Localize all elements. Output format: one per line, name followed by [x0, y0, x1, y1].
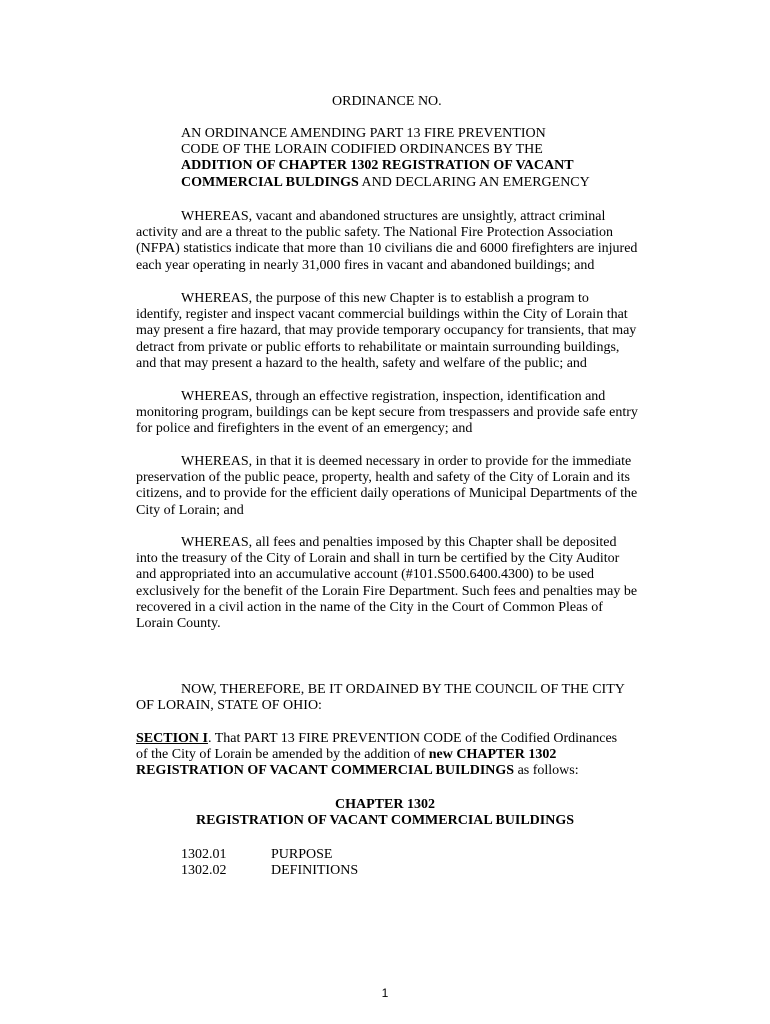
caption-bold-text: ADDITION OF CHAPTER 1302 REGISTRATION OF VACANT — [181, 158, 574, 174]
paragraph-line: WHEREAS, the purpose of this new Chapter is to establish a program to — [181, 291, 589, 306]
whereas-paragraph-2 — [136, 291, 636, 372]
paragraph-line: may present a fire hazard, that may provide temporary occupancy for transients, that may — [136, 323, 637, 339]
paragraph-line: and that may present a hazard to the health, safety and welfare of the public; and — [136, 355, 587, 371]
paragraph-line: into the treasury of the City of Lorain and shall in turn be certified by the City Auditor — [136, 551, 620, 567]
contents-label: DEFINITIONS — [271, 863, 359, 879]
section-text: That PART 13 FIRE PREVENTION CODE of the Codified Ordinances — [211, 731, 618, 746]
section-line — [136, 763, 636, 779]
contents-number: 1302.02 — [181, 863, 227, 879]
paragraph-line: exclusively for the benefit of the Lorain Fire Department. Such fees and penalties may be — [136, 583, 638, 599]
chapter-title: CHAPTER 1302 — [335, 797, 435, 812]
paragraph-line: citizens, and to provide for the efficient daily operations of Municipal Departments of the — [136, 486, 638, 502]
caption-line — [181, 175, 641, 191]
contents-row — [181, 863, 358, 879]
section-label: SECTION I — [136, 731, 208, 746]
whereas-paragraph-1 — [136, 209, 636, 274]
caption-line — [181, 158, 641, 174]
section-line — [136, 747, 636, 763]
therefore-paragraph — [136, 682, 636, 714]
section-line — [136, 731, 636, 747]
paragraph-line: City of Lorain; and — [136, 502, 244, 518]
caption-line: CODE OF THE LORAIN CODIFIED ORDINANCES BY THE — [181, 142, 543, 158]
chapter-subtitle: REGISTRATION OF VACANT COMMERCIAL BUILDINGS — [195, 813, 575, 828]
section-one — [136, 731, 636, 780]
paragraph-line: WHEREAS, all fees and penalties imposed by this Chapter shall be deposited — [181, 535, 617, 550]
caption-line: AN ORDINANCE AMENDING PART 13 FIRE PREVENTION — [181, 126, 546, 141]
caption-text: AND DECLARING AN EMERGENCY — [358, 174, 590, 190]
paragraph-line: detract from private or public efforts to rehabilitate or maintain surrounding buildings, — [136, 339, 620, 355]
section-bold-text: new CHAPTER 1302 — [428, 747, 557, 763]
section-text: of the City of Lorain be amended by the addition of — [136, 747, 429, 763]
whereas-paragraph-3 — [136, 389, 636, 438]
whereas-paragraph-5 — [136, 535, 636, 632]
paragraph-line: recovered in a civil action in the name of the City in the Court of Common Pleas of — [136, 599, 603, 615]
paragraph-line: WHEREAS, in that it is deemed necessary in order to provide for the immediate — [181, 454, 632, 469]
paragraph-line: OF LORAIN, STATE OF OHIO: — [136, 698, 322, 714]
paragraph-line: activity and are a threat to the public safety. The National Fire Protection Association — [136, 225, 614, 241]
section-text: as follows: — [514, 763, 579, 779]
paragraph-line: (NFPA) statistics indicate that more than 10 civilians die and 6000 firefighters are injured — [136, 241, 638, 257]
paragraph-line: monitoring program, buildings can be kept secure from trespassers and provide safe entry — [136, 405, 638, 421]
paragraph-line: each year operating in nearly 31,000 fires in vacant and abandoned buildings; and — [136, 257, 595, 273]
paragraph-line: and appropriated into an accumulative account (#101.S500.6400.4300) to be used — [136, 567, 594, 583]
paragraph-line: WHEREAS, vacant and abandoned structures are unsightly, attract criminal — [181, 209, 606, 224]
ordinance-title: ORDINANCE NO. — [332, 94, 442, 109]
paragraph-line: WHEREAS, through an effective registration, inspection, identification and — [181, 389, 606, 404]
paragraph-line: NOW, THEREFORE, BE IT ORDAINED BY THE COUNCIL OF THE CITY — [181, 682, 625, 697]
contents-label: PURPOSE — [271, 847, 333, 862]
paragraph-line: identify, register and inspect vacant commercial buildings within the City of Lorain that — [136, 307, 628, 323]
ordinance-caption — [181, 126, 641, 191]
contents-number: 1302.01 — [181, 847, 227, 862]
paragraph-line: Lorain County. — [136, 616, 221, 632]
paragraph-line: preservation of the public peace, property, health and safety of the City of Lorain and its — [136, 470, 630, 486]
whereas-paragraph-4 — [136, 454, 636, 519]
contents-row — [181, 847, 358, 863]
section-bold-text: REGISTRATION OF VACANT COMMERCIAL BUILDINGS — [136, 763, 515, 779]
paragraph-line: for police and firefighters in the event of an emergency; and — [136, 421, 473, 437]
chapter-contents — [181, 847, 358, 879]
caption-bold-text: COMMERCIAL BULDINGS — [181, 174, 359, 190]
page-number: 1 — [381, 986, 389, 1000]
section-label-punct: . — [207, 731, 212, 746]
